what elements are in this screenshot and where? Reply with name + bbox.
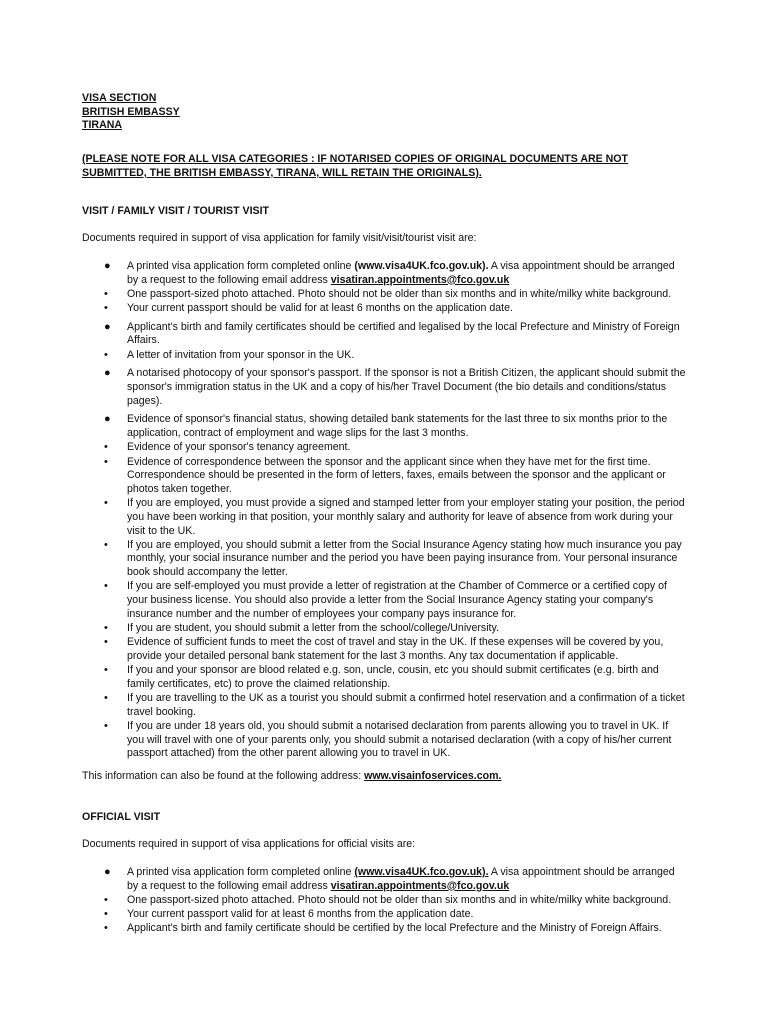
originals-notice: (PLEASE NOTE FOR ALL VISA CATEGORIES : IF NOTARISED COPIES OF ORIGINAL DOCUMENTS ARE NOT SUBMITTED, THE BRITISH EMBASSY, TIRANA, WILL RETAIN THE ORIGINALS). <box>82 153 628 179</box>
bullet-icon: • <box>104 538 108 551</box>
visit-section-title: VISIT / FAMILY VISIT / TOURIST VISIT <box>82 204 269 217</box>
list-item: • Applicant's birth and family certificate should be certified by the local Prefecture and the Ministry of Foreign Affairs. <box>104 922 662 935</box>
visit-requirements-list <box>82 260 708 761</box>
list-item: • Evidence of your sponsor's tenancy agreement. <box>104 441 351 454</box>
list-item: • One passport-sized photo attached. Photo should not be older than six months and in white/milky white background. <box>104 287 672 300</box>
bullet-icon: ● <box>104 367 111 380</box>
official-requirements-list <box>82 866 708 936</box>
bullet-icon: • <box>104 664 108 677</box>
list-item: ● A printed visa application form completed online (www.visa4UK.fco.gov.uk). A visa appointment should be arranged by a request to the following email address visatiran.appointments@fco.gov.uk <box>104 866 675 892</box>
list-item: ● A printed visa application form completed online (www.visa4UK.fco.gov.uk). A visa appointment should be arranged by a request to the following email address visatiran.appointments@fco.gov.uk <box>104 259 675 286</box>
list-item: • If you are travelling to the UK as a tourist you should submit a confirmed hotel reservation and a confirmation of a ticket travel booking. <box>104 692 685 718</box>
list-item: ● Evidence of sponsor's financial status, showing detailed bank statements for the last three to six months prior to the application, contract of employment and wage slips for the last 3 months. <box>104 413 668 440</box>
header-line-city: TIRANA <box>82 119 123 132</box>
list-item: ● Applicant's birth and family certificates should be certified and legalised by the local Prefecture and Ministry of Foreign Affairs. <box>104 320 680 347</box>
list-item: • If you are self-employed you must provide a letter of registration at the Chamber of Commerce or a certified copy of your business license. You should also provide a letter from the Social Insurance Agency stating your company's insurance number and the number of employees your company pays insurance for. <box>104 580 667 620</box>
list-item: • Evidence of sufficient funds to meet the cost of travel and stay in the UK. If these expenses will be covered by you, provide your detailed personal bank statement for the last 3 months. Any tax documentation if applicable. <box>104 636 664 662</box>
bullet-icon: • <box>104 348 108 361</box>
bullet-icon: • <box>104 636 108 649</box>
bullet-icon: • <box>104 497 108 510</box>
header-line-visa-section: VISA SECTION <box>82 92 157 104</box>
bullet-icon: • <box>104 622 108 634</box>
bullet-icon: • <box>104 441 108 454</box>
bullet-icon: • <box>104 922 108 935</box>
bullet-icon: ● <box>104 866 111 879</box>
list-item: • If you are employed, you should submit a letter from the Social Insurance Agency stating how much insurance you pay monthly, your social insurance number and the period you have been paying insurance from. Your personal insurance book should accompany the letter. <box>104 538 682 579</box>
list-item: • If you are student, you should submit a letter from the school/college/University. <box>104 622 499 634</box>
list-item: • Evidence of correspondence between the sponsor and the applicant since when they have met for the first time. Correspondence should be presented in the form of letters, faxes, emails between the sponsor and the applicant or photos taken together. <box>104 455 666 495</box>
info-line: This information can also be found at the following address: www.visainfoservices.com. <box>82 770 502 783</box>
list-item: • If you are under 18 years old, you should submit a notarised declaration from parents allowing you to travel in UK. If you will travel with one of your parents only, you should submit a notarised declaration (with a copy of his/her current passport attached) from the other parent allowing you to travel in UK. <box>104 719 672 760</box>
bullet-icon: • <box>104 894 108 907</box>
list-item: • If you and your sponsor are blood related e.g. son, uncle, cousin, etc you should submit certificates (e.g. birth and family certificates, etc) to prove the claimed relationship. <box>104 664 659 690</box>
header-line-embassy: BRITISH EMBASSY <box>82 105 180 118</box>
list-item: • One passport-sized photo attached. Photo should not be older than six months and in white/milky white background. <box>104 894 672 907</box>
list-item: • Your current passport valid for at least 6 months from the application date. <box>104 908 474 921</box>
bullet-icon: • <box>104 908 108 921</box>
bullet-icon: • <box>104 287 108 300</box>
official-section-title: OFFICIAL VISIT <box>82 810 161 823</box>
bullet-icon: ● <box>104 320 111 333</box>
visainfoservices-link[interactable]: www.visainfoservices.com. <box>364 770 502 783</box>
list-item: • A letter of invitation from your sponsor in the UK. <box>104 348 355 361</box>
official-intro: Documents required in support of visa applications for official visits are: <box>82 838 416 851</box>
visa4uk-link[interactable]: (www.visa4UK.fco.gov.uk). <box>354 866 489 879</box>
bullet-icon: • <box>104 692 108 705</box>
visit-intro: Documents required in support of visa application for family visit/visit/tourist visit are: <box>82 232 477 245</box>
visa4uk-link[interactable]: (www.visa4UK.fco.gov.uk). <box>354 259 489 272</box>
list-item: • If you are employed, you must provide a signed and stamped letter from your employer stating your position, the period you have been working in that position, your monthly salary and authority for leave of absence from work during your visit to the UK. <box>104 497 685 537</box>
list-item: ● A notarised photocopy of your sponsor's passport. If the sponsor is not a British Citizen, the applicant should submit the sponsor's immigration status in the UK and a copy of his/her Travel Document (the bio details and conditions/status pages). <box>104 367 686 407</box>
embassy-header <box>82 92 708 133</box>
bullet-icon: • <box>104 302 108 315</box>
bullet-icon: ● <box>104 413 111 426</box>
bullet-icon: • <box>104 719 108 732</box>
appointments-email-link[interactable]: visatiran.appointments@fco.gov.uk <box>330 879 510 892</box>
bullet-icon: • <box>104 580 108 593</box>
bullet-icon: ● <box>104 259 111 272</box>
appointments-email-link[interactable]: visatiran.appointments@fco.gov.uk <box>330 273 510 286</box>
bullet-icon: • <box>104 455 108 468</box>
list-item: • Your current passport should be valid for at least 6 months on the application date. <box>104 302 513 315</box>
